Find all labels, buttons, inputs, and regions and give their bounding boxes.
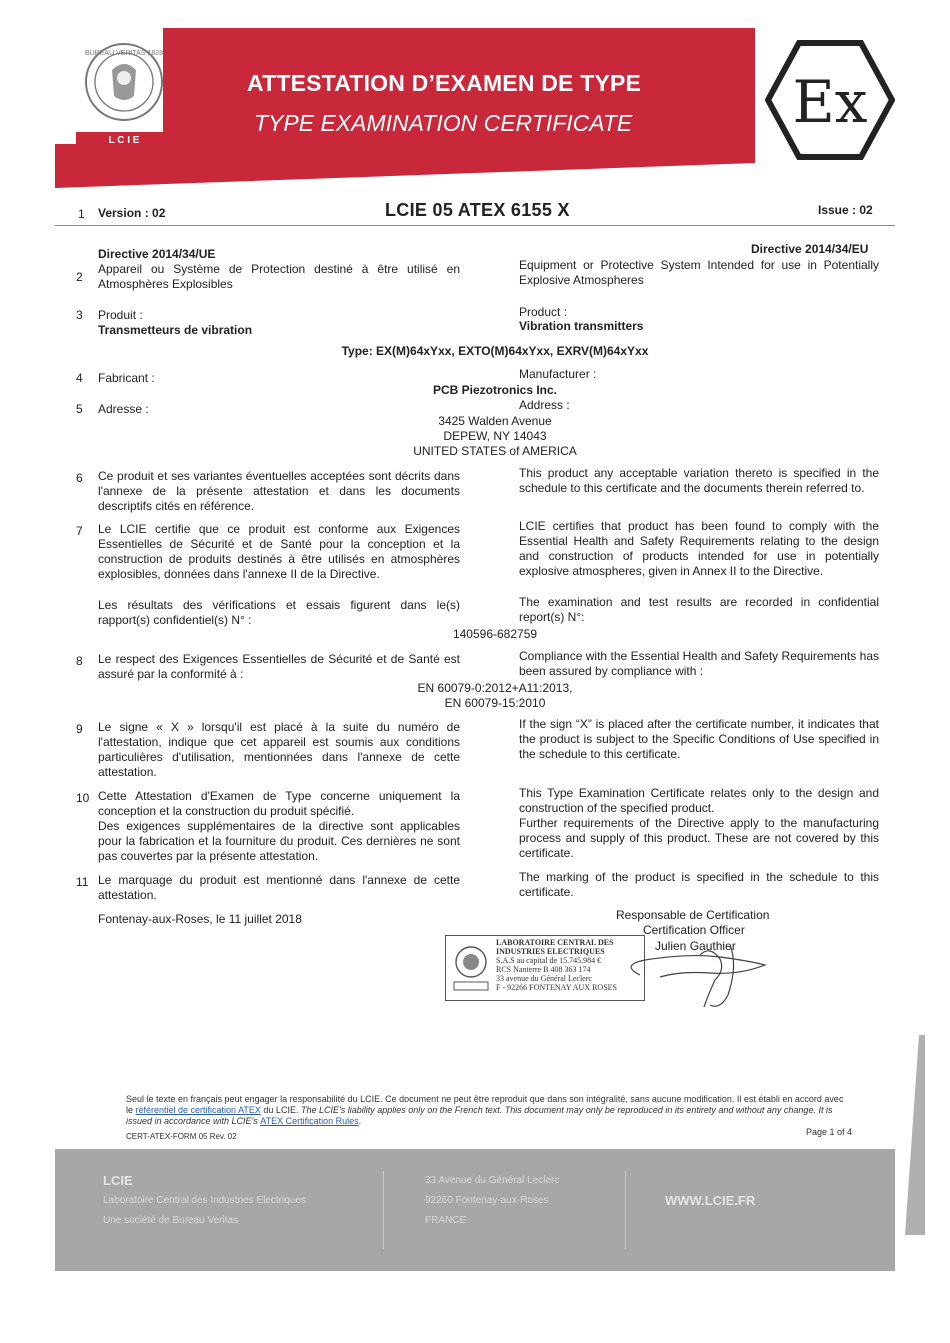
lcie-logo-letters: L C I E [108,135,140,146]
directive-en: Directive 2014/34/EU [751,242,869,256]
address-line-1: 3425 Walden Avenue [438,414,552,428]
stamp-logo-icon [452,944,490,994]
footer-website[interactable]: WWW.LCIE.FR [665,1193,756,1208]
product-label-en: Product : [519,305,568,319]
item-number-9: 9 [76,722,83,736]
item-number-4: 4 [76,371,83,385]
s7-text-fr-a: Le LCIE certifie que ce produit est conforme aux Exigences Essentielles de Sécurité et de Santé pour la conception et la construction de produits destinés à être utilisés en atmosphères explosibles, données dans l'annexe II de la Directive. [98,522,460,581]
s7-text-en-a: LCIE certifies that product has been found to comply with the Essential Health and Safety Requirements relating to the design and construction of products intended for use in potentially explosive atmospheres, given in Annex II to the Directive. [519,519,879,578]
footer-org-group: Une société de Bureau Veritas [103,1215,239,1226]
s2-text-en: Equipment or Protective System Intended for use in Potentially Explosive Atmospheres [519,258,879,287]
officer-role-fr: Responsable de Certification [616,908,770,922]
s8-text-en: Compliance with the Essential Health and Safety Requirements has been assured by compliance with : [519,649,879,678]
directive-fr: Directive 2014/34/UE [98,247,216,261]
disclaimer [126,1094,851,1127]
footer-address-3: FRANCE [425,1215,467,1226]
footer-band [55,1149,895,1271]
bv-logo-text: BUREAU VERITAS 1828 [84,50,164,57]
stamp-line-5: 33 avenue du Général Leclerc [496,974,592,983]
item-number-8: 8 [76,654,83,668]
s11-text-en: The marking of the product is specified in the schedule to this certificate. [519,870,879,899]
s2-text-fr: Appareil ou Système de Protection destiné à être utilisé en Atmosphères Explosibles [98,262,460,291]
address-label-fr: Adresse : [98,402,149,416]
manufacturer-label-en: Manufacturer : [519,367,597,381]
issue-label: Issue : 02 [818,203,873,217]
footer-org-full: Laboratoire Central des Industries Electriques [103,1195,306,1206]
stamp-line-2: INDUSTRIES ELECTRIQUES [496,947,605,956]
s10-text-en-a: This Type Examination Certificate relates only to the design and construction of the specified product. [519,786,879,815]
address-line-2: DEPEW, NY 14043 [443,429,547,443]
disclaimer-part-d: . [358,1116,362,1126]
manufacturer-name: PCB Piezotronics Inc. [432,383,558,397]
place-date: Fontenay-aux-Roses, le 11 juillet 2018 [98,912,302,926]
page-number: Page 1 of 4 [806,1127,853,1137]
s11-text-fr: Le marquage du produit est mentionné dans l'annexe de cette attestation. [98,873,460,902]
page-edge-shadow [905,1035,925,1235]
item-number-11: 11 [76,875,89,889]
address-line-3: UNITED STATES of AMERICA [413,444,577,458]
s10-text-en-b: Further requirements of the Directive apply to the manufacturing process and supply of this product. These are not covered by this certificate. [519,816,879,860]
s10-text-fr-b: Des exigences supplémentaires de la directive sont applicables pour la fabrication et la fourniture du produit. Ces dernières ne sont pas couvertes par la présente attestation. [98,819,460,863]
product-value-fr: Transmetteurs de vibration [98,323,253,337]
ex-symbol-text: Ex [792,68,868,136]
handwritten-signature [600,935,780,1015]
form-code: CERT-ATEX-FORM 05 Rev. 02 [126,1132,237,1141]
footer-org-name: LCIE [103,1173,133,1188]
s10-text-fr-a: Cette Attestation d'Examen de Type concerne uniquement la conception et la construction du produit spécifié. [98,789,460,818]
product-label-fr: Produit : [98,308,143,322]
standard-2: EN 60079-15:2010 [444,696,546,710]
item-number-10: 10 [76,791,90,805]
certificate-number: LCIE 05 ATEX 6155 X [385,200,570,220]
footer-divider-1 [383,1171,384,1249]
stamp-line-1: LABORATOIRE CENTRAL DES [496,938,614,947]
ex-hexagon-icon [765,40,895,160]
disclaimer-part-a: Seul le texte en français peut engager la responsabilité du LCIE. Ce document ne peut être reproduit que dans son intégralité, sans aucune modification. Il est établi en accord avec le [126,1094,844,1115]
officer-role-en: Certification Officer [643,923,745,937]
footer-address-1: 33 Avenue du Général Leclerc [425,1175,560,1186]
disclaimer-part-b: du LCIE. [260,1105,301,1115]
title-english: TYPE EXAMINATION CERTIFICATE [254,110,633,136]
item-number-2: 2 [76,270,83,284]
footer-divider-2 [625,1171,626,1249]
standard-1: EN 60079-0:2012+A11:2013, [417,681,573,695]
item-number-7: 7 [76,524,83,538]
footer-address-2: 92260 Fontenay-aux-Roses [425,1195,549,1206]
officer-name: Julien Gauthier [655,939,736,953]
atex-reference-link[interactable]: référentiel de certification ATEX [135,1105,261,1115]
stamp-line-4: RCS Nanterre B 408 363 174 [496,965,591,974]
stamp-line-6: F - 92266 FONTENAY AUX ROSES [496,983,617,992]
atex-rules-link[interactable]: ATEX Certification Rules [260,1116,359,1126]
item-number-1: 1 [78,207,85,221]
s7-text-en-b: The examination and test results are recorded in confidential report(s) N°: [519,595,879,624]
s6-text-en: This product any acceptable variation thereto is specified in the schedule to this certificate and the documents therein referred to. [519,466,879,495]
product-value-en: Vibration transmitters [519,319,644,333]
s9-text-en: If the sign “X” is placed after the certificate number, it indicates that the product is subject to the Specific Conditions of Use specified in the schedule to this certificate. [519,717,879,761]
item-number-5: 5 [76,402,83,416]
version-label: Version : 02 [98,206,166,220]
stamp-line-3: S.A.S au capital de 15.745.984 € [496,956,602,965]
manufacturer-label-fr: Fabricant : [98,371,155,385]
address-label-en: Address : [519,398,570,412]
s7-text-fr-b: Les résultats des vérifications et essais figurent dans le(s) rapport(s) confidentiel(s) N° : [98,598,460,627]
item-number-6: 6 [76,471,83,485]
title-french: ATTESTATION D’EXAMEN DE TYPE [247,70,642,96]
bureau-veritas-lcie-logo [76,40,172,150]
item-number-3: 3 [76,308,83,322]
s8-text-fr: Le respect des Exigences Essentielles de Sécurité et de Santé est assuré par la conformité à : [98,652,460,681]
report-number: 140596-682759 [452,627,538,641]
header-divider [55,225,895,226]
product-type: Type: EX(M)64xYxx, EXTO(M)64xYxx, EXRV(M)64xYxx [341,344,649,358]
disclaimer-part-c: The LCIE's liability applies only on the French text. This document may only be reproduced in its entirety and without any change. It is issued in accordance with LCIE's [126,1105,833,1126]
s9-text-fr: Le signe « X » lorsqu'il est placé à la suite du numéro de l'attestation, indique que cet appareil est soumis aux conditions particulières d'utilisation, mentionnées dans l'annexe de cette attestation. [98,720,460,779]
s6-text-fr: Ce produit et ses variantes éventuelles acceptées sont décrits dans l'annexe de la présente attestation et dans les documents descriptifs cités en référence. [98,469,460,513]
